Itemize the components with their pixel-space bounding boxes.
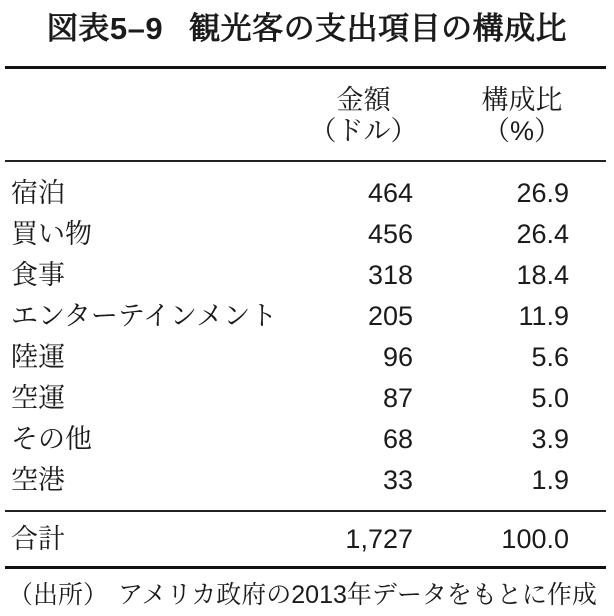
table-row	[5, 378, 606, 419]
table-body	[5, 161, 606, 511]
row-amount: 87	[382, 383, 413, 413]
row-amount: 318	[367, 260, 413, 290]
row-label: 宿泊	[11, 178, 65, 208]
source-text: アメリカ政府の2013年データをもとに作成	[118, 581, 597, 609]
header-amount-line2: （ドル）	[309, 116, 418, 146]
row-share: 11.9	[518, 301, 569, 331]
row-label: 陸運	[11, 342, 65, 372]
row-amount: 96	[382, 342, 413, 372]
source-note	[8, 578, 606, 612]
row-share: 26.4	[516, 219, 569, 249]
figure-title	[0, 8, 614, 50]
row-label: 空運	[11, 383, 65, 413]
row-share: 3.9	[531, 424, 569, 454]
row-share: 1.9	[531, 465, 569, 495]
source-prefix: （出所）	[8, 581, 109, 609]
row-share: 18.4	[516, 260, 569, 290]
total-share: 100.0	[501, 524, 569, 554]
spending-composition-table	[5, 66, 606, 569]
total-label: 合計	[11, 524, 65, 554]
table-row	[5, 255, 606, 296]
row-share: 5.6	[531, 342, 569, 372]
row-label: エンターテインメント	[11, 301, 278, 331]
row-label: その他	[11, 424, 92, 454]
table-row	[5, 296, 606, 337]
figure-title-text: 観光客の支出項目の構成比	[189, 11, 568, 46]
table-row	[5, 161, 606, 214]
row-share: 5.0	[531, 383, 569, 413]
row-label: 食事	[11, 260, 65, 290]
row-amount: 456	[367, 219, 413, 249]
row-share: 26.9	[516, 178, 569, 208]
row-label: 買い物	[11, 219, 92, 249]
table-row	[5, 460, 606, 511]
table-total-section	[5, 511, 606, 568]
header-amount-line1: 金額	[336, 85, 391, 115]
header-item-blank	[5, 68, 276, 162]
table-header	[5, 68, 606, 162]
total-row	[5, 511, 606, 568]
header-amount	[276, 68, 451, 162]
header-share-line2: （%）	[482, 116, 561, 146]
table-row	[5, 337, 606, 378]
figure-number-label: 図表5–9	[46, 11, 164, 46]
row-amount: 205	[367, 301, 413, 331]
table-row	[5, 214, 606, 255]
row-amount: 464	[367, 178, 413, 208]
table-row	[5, 419, 606, 460]
total-amount: 1,727	[345, 524, 413, 554]
row-amount: 33	[382, 465, 413, 495]
header-share-line1: 構成比	[481, 85, 563, 115]
row-label: 空港	[11, 465, 65, 495]
header-share	[451, 68, 606, 162]
row-amount: 68	[382, 424, 413, 454]
